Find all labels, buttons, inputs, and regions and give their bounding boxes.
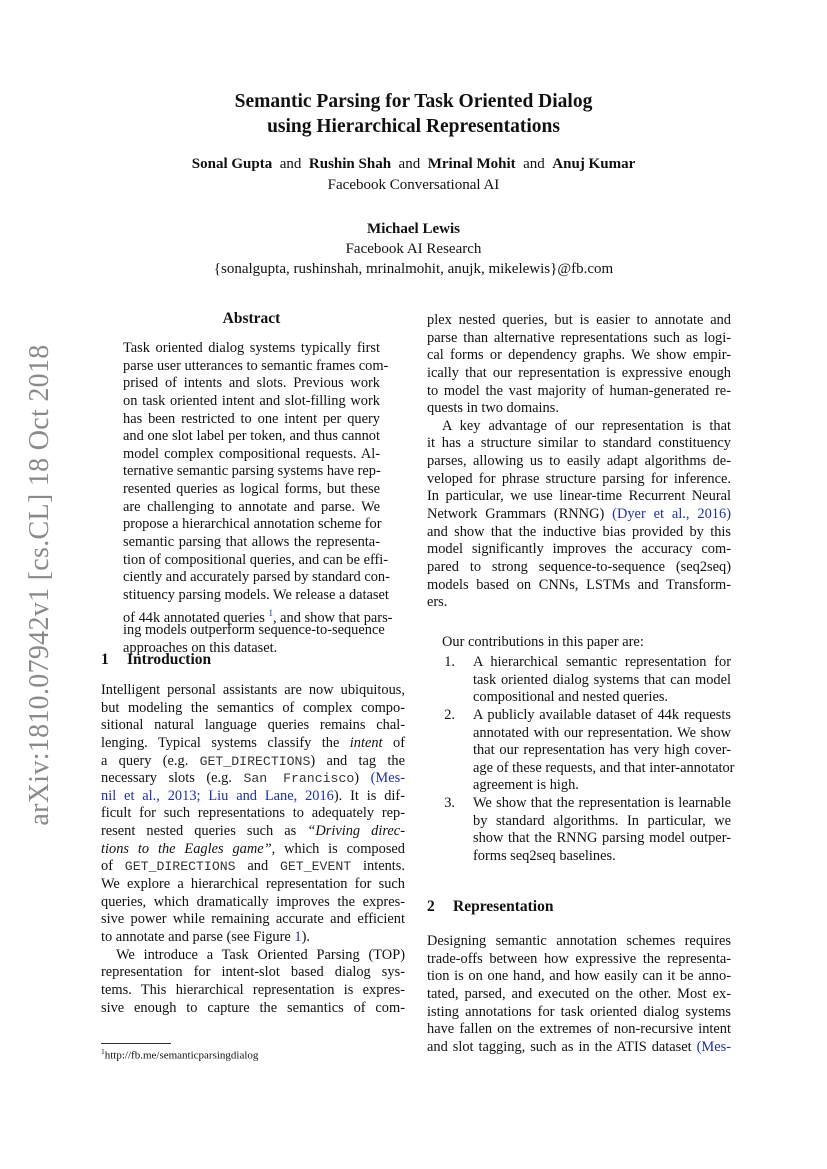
author-name: Mrinal Mohit — [427, 156, 516, 172]
text-line: but modeling the semantics of complex compo- — [101, 699, 405, 716]
text-run: ) and tag the — [310, 752, 405, 769]
section-1-heading — [101, 651, 211, 669]
section-number: 2 — [427, 898, 435, 915]
section-number: 1 — [101, 651, 109, 668]
author-emails: {sonalgupta, rushinshah, mrinalmohit, anujk, mikelewis}@fb.com — [213, 261, 614, 277]
text-line: We introduce a Task Oriented Parsing (TOP) — [116, 946, 405, 963]
italic-text: tions to the Eagles game” — [101, 840, 272, 857]
text-line: Our contributions in this paper are: — [442, 634, 644, 650]
footnote-mark: 1 — [101, 1047, 105, 1056]
list-item-text — [473, 795, 731, 866]
monospace-token: GET_EVENT — [279, 859, 352, 875]
text-line: parses, allowing us to easily adapt algorithms de- — [427, 453, 731, 470]
paragraph — [427, 933, 731, 1056]
text-line: isting annotations for task oriented dialog systems — [427, 1003, 731, 1020]
paragraph — [427, 634, 731, 652]
list-item-text — [473, 706, 735, 795]
author-list — [0, 156, 827, 173]
text-line: resented queries as logical forms, but these — [123, 481, 380, 498]
monospace-token: GET_DIRECTIONS — [199, 753, 311, 769]
text-line — [101, 788, 405, 806]
right-column-body — [427, 312, 731, 612]
text-line: ers. — [427, 594, 448, 611]
text-line: quests in two domains. — [427, 400, 559, 417]
citation-link[interactable]: (Dyer et al., 2016) — [612, 506, 731, 523]
citation-link[interactable]: 1 — [294, 928, 302, 945]
text-line: sive power while remaining accurate and efficient — [101, 911, 405, 928]
text-line: have fallen on the extremes of non-recursive intent — [427, 1021, 731, 1038]
text-line: A key advantage of our representation is that — [442, 417, 731, 434]
text-line: parse user utterances to semantic frames com- — [123, 357, 389, 374]
section-2-heading — [427, 898, 553, 916]
text-line: show that the RNNG parsing model outper- — [473, 830, 731, 847]
text-line: We show that the representation is learnable — [473, 795, 731, 812]
monospace-token: GET_DIRECTIONS — [124, 859, 236, 875]
paper-title-line-2: using Hierarchical Representations — [267, 116, 560, 137]
footnote — [101, 1047, 258, 1062]
list-number: 3. — [444, 795, 455, 812]
author-name: Anuj Kumar — [552, 156, 636, 172]
text-line — [427, 1039, 731, 1057]
text-line: and show that the inductive bias provided by this — [427, 523, 731, 540]
list-number: 2. — [444, 706, 455, 723]
text-line — [427, 506, 731, 524]
text-line: sive enough to capture the semantics of com- — [101, 999, 405, 1016]
text-run: a query (e.g. — [101, 752, 200, 769]
text-line: plex nested queries, but is easier to annotate and — [427, 312, 731, 328]
paragraph — [101, 682, 405, 947]
text-run: , which is composed — [271, 840, 405, 857]
text-line: task oriented dialog systems that can model — [473, 671, 731, 688]
text-line: representation for intent-slot based dialog sys- — [101, 964, 405, 981]
paragraph — [101, 947, 405, 1018]
text-line: In particular, we use linear-time Recurrent Neural — [427, 488, 731, 505]
text-line: ing models outperform sequence-to-sequence — [123, 622, 385, 639]
text-line: tated, parsed, and executed on the other. Most ex- — [427, 985, 731, 1002]
section-title: Introduction — [127, 651, 212, 668]
text-line: veloped for phrase structure parsing for inference. — [427, 470, 731, 487]
affiliation-2: Facebook AI Research — [345, 241, 482, 257]
text-line: We explore a hierarchical representation for such — [101, 876, 405, 893]
text-line: that our representation has very high cover- — [473, 742, 731, 759]
text-line: stituency parsing models. We release a dataset — [123, 586, 389, 603]
contributions-intro — [427, 634, 731, 652]
text-line: forms seq2seq baselines. — [473, 848, 616, 865]
abstract-heading: Abstract — [222, 310, 281, 327]
text-run: , and show that pars- — [272, 609, 393, 626]
affiliation-1: Facebook Conversational AI — [327, 177, 500, 193]
italic-text: intent — [349, 734, 383, 751]
author-separator: and — [398, 156, 421, 172]
paragraph — [123, 340, 393, 658]
text-run: of — [101, 858, 125, 875]
text-line — [101, 753, 405, 771]
text-line: has been restricted to one intent per query — [123, 410, 380, 427]
text-line: by standard algorithms. In particular, we — [473, 812, 731, 829]
text-run: necessary slots (e.g. — [101, 770, 244, 787]
contribution-item — [427, 654, 731, 707]
text-run: of — [382, 734, 405, 751]
text-run: resent nested queries such as — [101, 823, 308, 840]
contribution-item — [427, 706, 735, 795]
text-line: A hierarchical semantic representation for — [473, 654, 731, 670]
text-line: sitional natural language queries remains chal- — [101, 717, 405, 734]
text-line: cal forms or dependency graphs. We show empir- — [427, 347, 731, 364]
introduction-body — [101, 682, 405, 1017]
contribution-item — [427, 795, 731, 866]
abstract-body — [123, 340, 393, 658]
footnote-link[interactable]: http://fb.me/semanticparsingdialog — [104, 1049, 259, 1062]
text-line: Designing semantic annotation schemes requires — [427, 933, 731, 949]
author-name: Rushin Shah — [308, 156, 392, 172]
text-line — [101, 858, 405, 876]
text-run: ). — [301, 928, 310, 945]
text-line: to model the vast majority of human-generated re- — [427, 382, 731, 399]
footnote-divider — [101, 1043, 171, 1044]
paragraph — [427, 418, 731, 612]
text-line: queries, which dramatically improves the expres- — [101, 893, 405, 910]
text-run: ). It is dif- — [333, 787, 405, 804]
text-line: prised of intents and slots. Previous work — [123, 375, 380, 392]
text-line: ternative semantic parsing systems have rep- — [123, 463, 381, 480]
text-run: lenging. Typical systems classify the — [101, 734, 350, 751]
text-line: compositional and nested queries. — [473, 689, 669, 706]
text-line — [123, 605, 393, 626]
text-line: age of these requests, and that inter-annotator — [473, 759, 735, 776]
text-line: approaches on this dataset. — [123, 639, 278, 656]
text-line: it has a structure similar to standard constituency — [427, 435, 731, 452]
monospace-token: San Francisco — [243, 771, 355, 787]
section-2-body — [427, 933, 731, 1056]
text-line: propose a hierarchical annotation scheme for — [123, 516, 382, 533]
text-line: ficult for such representations to adequately rep- — [101, 805, 405, 822]
text-line: ciently and accurately parsed by standard con- — [123, 569, 390, 586]
text-line: models based on CNNs, LSTMs and Transform- — [427, 576, 731, 593]
text-line — [101, 929, 405, 947]
author-separator: and — [523, 156, 545, 172]
text-line: A publicly available dataset of 44k requests — [473, 706, 731, 723]
text-line — [101, 841, 405, 859]
text-line: model complex compositional requests. Al- — [123, 445, 380, 462]
text-line: on task oriented intent and slot-filling work — [123, 392, 380, 409]
text-line — [101, 770, 405, 788]
author-name-5: Michael Lewis — [367, 221, 460, 237]
section-title: Representation — [453, 898, 554, 915]
text-run: to annotate and parse (see Figure — [101, 928, 295, 945]
citation-link[interactable]: (Mes- — [696, 1038, 731, 1055]
footnote-marker[interactable]: 1 — [268, 607, 273, 618]
text-line: agreement is high. — [473, 777, 579, 794]
text-line: are challenging to annotate and parse. We — [123, 498, 380, 515]
text-line: tion of compositional queries, and can be effi- — [123, 551, 389, 568]
list-number: 1. — [444, 654, 455, 670]
author-separator: and — [279, 156, 302, 172]
list-item-text — [473, 654, 731, 707]
text-run: and slot tagging, such as in the ATIS dataset — [427, 1038, 697, 1055]
text-run: Network Grammars (RNNG) — [427, 506, 613, 523]
text-line: ically that our representation is expressive enough — [427, 364, 731, 381]
text-line: parse than alternative representations such as logi- — [427, 329, 731, 346]
paragraph — [427, 312, 731, 418]
text-line: and one slot label per token, and thus cannot — [123, 428, 380, 445]
citation-link[interactable]: (Mes- — [370, 770, 405, 787]
text-run: intents. — [351, 858, 405, 875]
text-line: semantic parsing that allows the representa- — [123, 534, 380, 551]
italic-text: “Driving direc- — [307, 823, 405, 840]
text-line: tems. This hierarchical representation is expres- — [101, 981, 405, 998]
text-line: Task oriented dialog systems typically first — [123, 340, 380, 356]
text-line: annotated with our representation. We show — [473, 724, 731, 741]
arxiv-identifier-stamp: arXiv:1810.07942v1 [cs.CL] 18 Oct 2018 — [24, 344, 55, 826]
contributions-list — [427, 654, 735, 866]
text-line: trade-offs between how expressive the representa- — [427, 950, 731, 967]
citation-link[interactable]: nil et al., 2013; Liu and Lane, 2016 — [101, 787, 334, 804]
text-run: and — [235, 858, 280, 875]
text-line: Intelligent personal assistants are now ubiquitous, — [101, 682, 405, 698]
text-line: tion is on one hand, and how easily can it be anno- — [427, 968, 731, 985]
text-line — [101, 823, 405, 841]
paper-title-line-1: Semantic Parsing for Task Oriented Dialog — [234, 91, 593, 112]
author-name: Sonal Gupta — [191, 156, 273, 172]
text-line: pared to strong sequence-to-sequence (seq2seq) — [427, 558, 731, 575]
text-line: model significantly improves the accuracy com- — [427, 541, 731, 558]
text-line — [101, 735, 405, 753]
text-run: of 44k annotated queries — [123, 609, 269, 626]
text-run: ) — [354, 770, 371, 787]
